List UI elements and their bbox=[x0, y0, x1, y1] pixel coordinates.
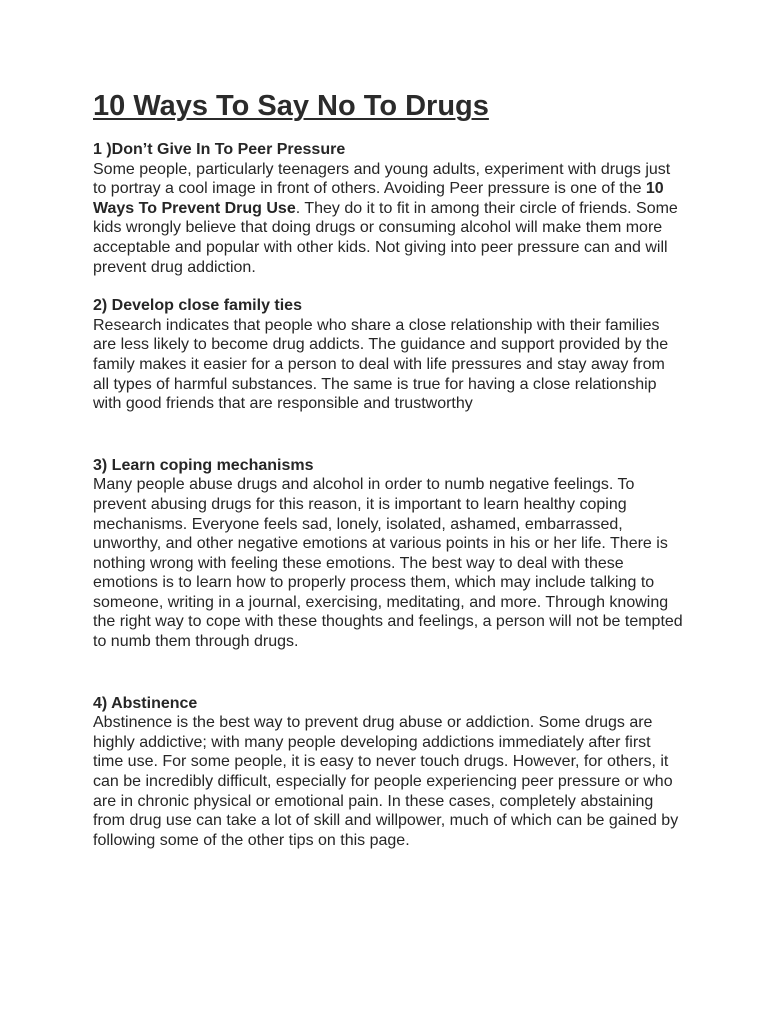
body-text-end: . They do it to fit in among their circle of friends. Some kids wrongly believe that doing drugs or consuming alcohol will make them more acceptable and popular with other kids. Not giving into peer pressure can and will prevent drug addiction. bbox=[93, 199, 678, 276]
body-bold-phrase: 10 Ways To Prevent Drug Use bbox=[93, 180, 664, 217]
section-coping-mechanisms bbox=[93, 456, 683, 652]
section-heading: 1 )Don’t Give In To Peer Pressure bbox=[93, 141, 346, 158]
section-body: Many people abuse drugs and alcohol in order to numb negative feelings. To prevent abusing drugs for this reason, it is important to learn healthy coping mechanisms. Everyone feels sad, lonely, isolated, ashamed, embarrassed, unworthy, and other negative emotions at various points in his or her life. There is nothing wrong with feeling these emotions. The best way to deal with these emotions is to learn how to properly process them, which may include talking to someone, writing in a journal, exercising, meditating, and more. Through knowing the right way to cope with these thoughts and feelings, a person will not be tempted to numb them through drugs. bbox=[93, 476, 683, 651]
section-heading: 3) Learn coping mechanisms bbox=[93, 456, 314, 474]
section-abstinence bbox=[93, 694, 683, 851]
section-heading: 2) Develop close family ties bbox=[93, 297, 302, 315]
section-heading: 4) Abstinence bbox=[93, 694, 198, 712]
section-body: Abstinence is the best way to prevent drug abuse or addiction. Some drugs are highly addictive; with many people developing addictions immediately after first time use. For some people, it is easy to never touch drugs. However, for others, it can be incredibly difficult, especially for people experiencing peer pressure or who are in chronic physical or emotional pain. In these cases, completely abstaining from drug use can take a lot of skill and willpower, much of which can be gained by following some of the other tips on this page. bbox=[93, 714, 679, 849]
section-peer-pressure bbox=[93, 140, 683, 277]
section-body bbox=[93, 160, 683, 278]
document-title: 10 Ways To Say No To Drugs bbox=[93, 90, 489, 122]
document-page bbox=[93, 88, 683, 850]
section-family-ties bbox=[93, 296, 683, 414]
body-text-start: Some people, particularly teenagers and young adults, experiment with drugs just to portray a cool image in front of others. Avoiding Peer pressure is one of the bbox=[93, 160, 671, 198]
section-body: Research indicates that people who share a close relationship with their families are less likely to become drug addicts. The guidance and support provided by the family makes it easier for a person to deal with life pressures and stay away from all types of harmful substances. The same is true for having a close relationship with good friends that are responsible and trustworthy bbox=[93, 316, 669, 413]
